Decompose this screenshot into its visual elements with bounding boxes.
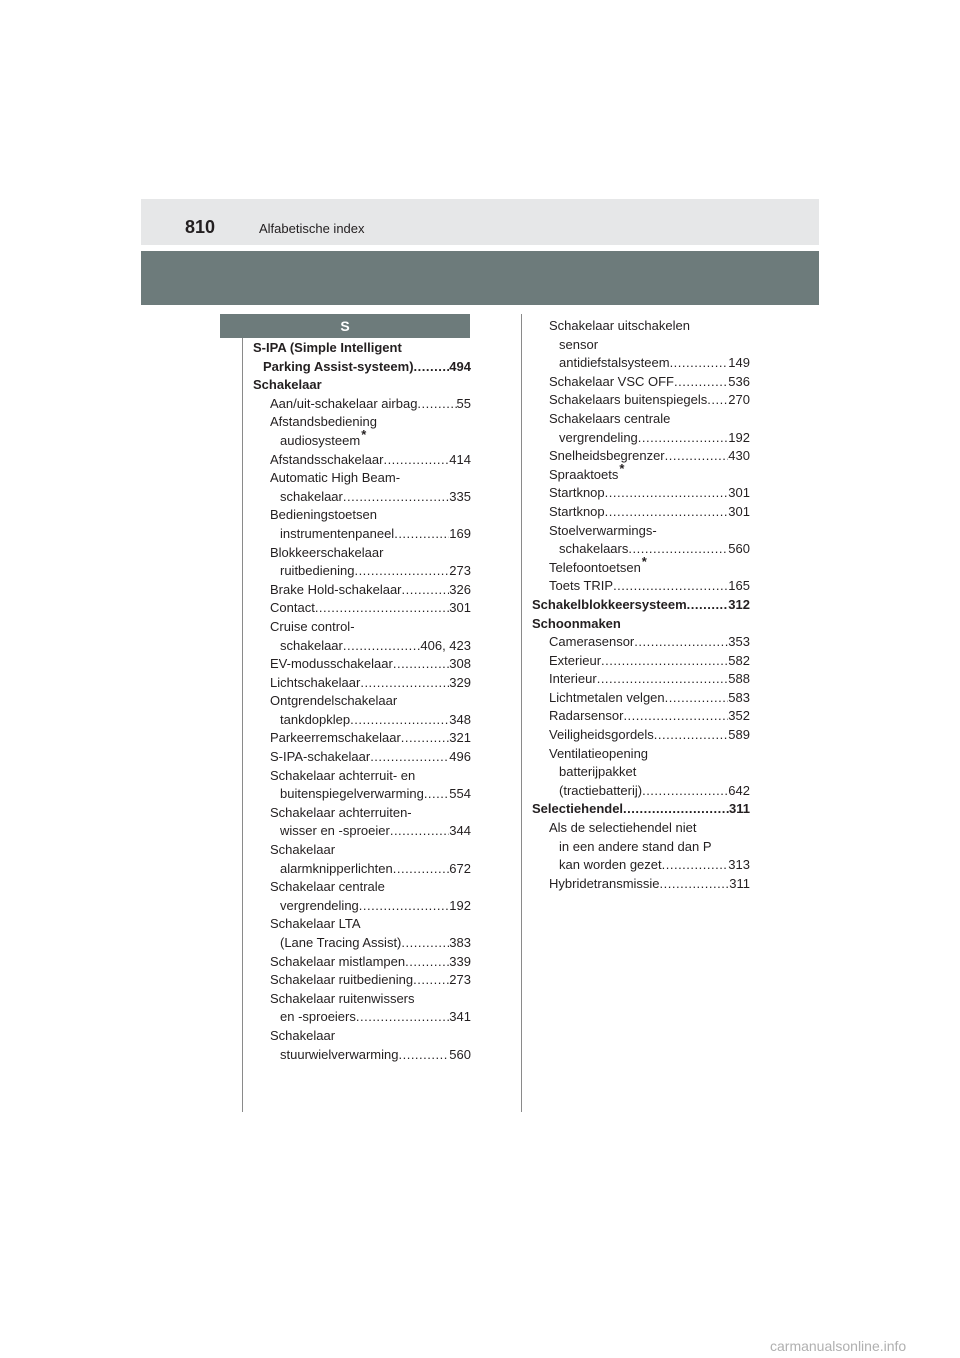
page-reference: 312 — [728, 596, 750, 612]
page-reference: 672 — [449, 860, 471, 876]
index-entry — [253, 599, 471, 618]
entry-text: Cruise control- — [270, 618, 355, 634]
entry-text: audiosysteem — [280, 432, 361, 448]
dot-leader — [413, 971, 449, 990]
entry-text: Parking Assist-systeem) — [263, 358, 414, 374]
dot-leader — [354, 562, 449, 581]
index-entry — [253, 395, 471, 414]
entry-text: Schakelaar — [270, 1027, 336, 1043]
entry-text: Schoonmaken — [532, 615, 621, 631]
dot-leader — [393, 655, 449, 674]
header-bar — [141, 199, 819, 245]
page-reference: 344 — [449, 823, 471, 839]
entry-text: Telefoontoetsen — [549, 559, 641, 575]
dot-leader — [605, 503, 729, 522]
dot-leader — [370, 748, 449, 767]
entry-text: Lichtmetalen velgen — [549, 689, 665, 705]
index-entry — [532, 317, 750, 373]
entry-text: schakelaars — [559, 541, 629, 557]
index-entry — [253, 767, 471, 804]
index-entry — [532, 652, 750, 671]
index-entry — [532, 484, 750, 503]
index-entry — [253, 376, 471, 395]
page-reference: 383 — [449, 935, 471, 950]
page-reference: 352 — [728, 708, 750, 724]
index-column-left — [253, 339, 471, 1064]
entry-text: vergrendeling — [280, 897, 359, 913]
entry-text: Brake Hold-schakelaar — [270, 581, 402, 597]
dot-leader — [350, 711, 449, 730]
index-entry — [253, 878, 471, 915]
page-reference: 270 — [728, 392, 750, 408]
entry-text: Afstandsbediening — [270, 414, 377, 430]
dot-leader — [401, 729, 450, 748]
page-reference: 308 — [449, 656, 471, 672]
index-entry — [253, 1027, 471, 1064]
dot-leader — [417, 395, 456, 414]
entry-text: vergrendeling — [559, 429, 638, 445]
dot-leader — [394, 525, 449, 544]
section-letter: S — [220, 314, 470, 338]
page-reference: 588 — [728, 671, 750, 687]
entry-text: kan worden gezet — [559, 857, 662, 873]
entry-text: schakelaar — [280, 637, 343, 653]
dot-leader — [662, 856, 729, 875]
page-reference: 311 — [729, 801, 750, 817]
page-title: Alfabetische index — [259, 221, 365, 236]
page-reference: 192 — [728, 429, 750, 445]
entry-text: en -sproeiers — [280, 1009, 356, 1025]
entry-text: Aan/uit-schakelaar airbag — [270, 395, 418, 411]
index-entry — [253, 748, 471, 767]
index-entry — [532, 410, 750, 447]
page-reference: 560 — [449, 1046, 471, 1062]
entry-text: Schakelaar centrale — [270, 879, 385, 895]
entry-text: in een andere stand dan P — [559, 838, 712, 854]
entry-text: Interieur — [549, 671, 597, 687]
entry-text: Snelheidsbegrenzer — [549, 448, 665, 464]
index-entry — [532, 726, 750, 745]
index-entry — [532, 670, 750, 689]
page-reference: 642 — [728, 782, 750, 798]
page-reference: 55 — [456, 395, 471, 411]
index-entry — [253, 451, 471, 470]
index-entry — [532, 503, 750, 522]
dot-leader — [356, 1008, 449, 1027]
dot-leader — [424, 785, 449, 804]
index-entry — [532, 800, 750, 819]
entry-text: S-IPA (Simple Intelligent — [253, 340, 402, 355]
page-reference: 301 — [449, 600, 471, 616]
index-entry — [253, 544, 471, 581]
index-entry — [253, 618, 471, 655]
page-number: 810 — [185, 217, 216, 237]
dot-leader — [654, 726, 729, 745]
dot-leader — [405, 953, 449, 972]
page-reference: 335 — [449, 488, 471, 504]
entry-text: Schakelaar VSC OFF — [549, 373, 674, 389]
dot-leader — [660, 875, 730, 894]
entry-text: batterijpakket — [559, 764, 637, 780]
index-entry — [532, 460, 750, 485]
dot-leader — [414, 358, 450, 377]
dot-leader — [623, 800, 729, 819]
page-reference: 341 — [449, 1009, 471, 1025]
dot-leader — [623, 707, 728, 726]
page-reference: 339 — [449, 953, 471, 969]
entry-text: Toets TRIP — [549, 578, 614, 594]
entry-text: Stoelverwarmings- — [549, 522, 657, 538]
index-entry — [532, 447, 750, 466]
index-entry — [253, 413, 471, 450]
entry-text: Schakelaar mistlampen — [270, 953, 406, 969]
index-entry — [253, 804, 471, 841]
dot-leader — [597, 670, 729, 689]
dot-leader — [402, 581, 450, 600]
entry-text: Lichtschakelaar — [270, 674, 361, 690]
page-reference: 149 — [728, 355, 750, 371]
asterisk-icon: * — [361, 426, 367, 442]
entry-text: Exterieur — [549, 652, 602, 668]
entry-text: (Lane Tracing Assist) — [280, 935, 402, 950]
page-reference: 169 — [449, 525, 471, 541]
dot-leader — [393, 860, 450, 879]
dot-leader — [359, 897, 450, 916]
entry-text: Schakelaar — [253, 377, 322, 393]
entry-text: Veiligheidsgordels — [549, 727, 654, 743]
page-reference: 353 — [728, 634, 750, 650]
dot-leader — [601, 652, 728, 671]
dot-leader — [605, 484, 729, 503]
page-reference: 583 — [728, 689, 750, 705]
entry-text: Automatic High Beam- — [270, 470, 401, 486]
entry-text: EV-modusschakelaar — [270, 656, 393, 672]
index-entry — [253, 506, 471, 543]
watermark: carmanualsonline.info — [770, 1338, 907, 1354]
entry-text: Startknop — [549, 503, 605, 519]
dot-leader — [642, 782, 728, 801]
entry-text: Ventilatieopening — [549, 745, 649, 761]
index-entry — [532, 577, 750, 596]
index-entry — [532, 689, 750, 708]
center-rule — [521, 314, 522, 1112]
dot-leader — [634, 633, 728, 652]
dot-leader — [383, 451, 449, 470]
entry-text: ruitbediening — [280, 563, 355, 579]
header-band — [141, 251, 819, 305]
page-reference: 313 — [728, 857, 750, 873]
page-reference: 348 — [449, 711, 471, 727]
index-entry — [532, 819, 750, 875]
entry-text: Spraaktoets — [549, 466, 619, 482]
entry-text: alarmknipperlichten — [280, 860, 393, 876]
asterisk-icon: * — [641, 553, 647, 569]
entry-text: Radarsensor — [549, 708, 624, 724]
index-entry — [253, 655, 471, 674]
entry-text: Schakelaar uitschakelen — [549, 318, 690, 333]
entry-text: wisser en -sproeier — [280, 823, 390, 839]
page-reference: 536 — [728, 373, 750, 389]
entry-text: (tractiebatterij) — [559, 782, 643, 798]
page-reference: 406, 423 — [420, 637, 471, 653]
dot-leader — [707, 391, 728, 410]
entry-text: buitenspiegelverwarming — [280, 786, 424, 802]
index-entry — [532, 633, 750, 652]
index-entry — [532, 391, 750, 410]
index-entry — [253, 953, 471, 972]
page-reference: 494 — [449, 358, 471, 374]
page-reference: 165 — [728, 578, 750, 594]
page-reference: 311 — [729, 875, 750, 891]
index-entry — [253, 729, 471, 748]
dot-leader — [638, 429, 729, 448]
page-reference: 301 — [728, 485, 750, 501]
entry-text: Schakelaars buitenspiegels — [549, 392, 708, 408]
entry-text: sensor — [559, 336, 599, 352]
index-entry — [253, 915, 471, 952]
entry-text: Blokkeerschakelaar — [270, 544, 384, 560]
dot-leader — [665, 447, 729, 466]
index-entry — [253, 971, 471, 990]
dot-leader — [665, 689, 729, 708]
page-reference: 582 — [728, 652, 750, 668]
dot-leader — [398, 1046, 449, 1065]
entry-text: Schakelaar — [270, 842, 336, 858]
page-reference: 554 — [449, 786, 471, 802]
page-reference: 589 — [728, 727, 750, 743]
dot-leader — [674, 373, 728, 392]
index-entry — [253, 581, 471, 600]
entry-text: Schakelblokkeersysteem — [532, 596, 687, 612]
entry-text: Bedieningstoetsen — [270, 507, 377, 523]
dot-leader — [360, 674, 449, 693]
entry-text: Parkeerremschakelaar — [270, 730, 401, 746]
entry-text: Startknop — [549, 485, 605, 501]
entry-text: tankdopklep — [280, 711, 351, 727]
entry-text: Schakelaar achterruit- en — [270, 767, 416, 783]
page-reference: 301 — [728, 503, 750, 519]
index-entry — [253, 841, 471, 878]
page-reference: 414 — [449, 451, 471, 467]
entry-text: Ontgrendelschakelaar — [270, 693, 398, 709]
index-entry — [253, 339, 471, 376]
entry-text: Schakelaar ruitenwissers — [270, 990, 415, 1006]
dot-leader — [315, 599, 449, 618]
entry-text: Schakelaar LTA — [270, 916, 361, 932]
entry-text: Hybridetransmissie — [549, 875, 660, 891]
entry-text: Afstandsschakelaar — [270, 451, 384, 467]
entry-text: S-IPA-schakelaar — [270, 749, 371, 765]
page-reference: 273 — [449, 563, 471, 579]
index-entry — [532, 553, 750, 578]
dot-leader — [670, 354, 729, 373]
dot-leader — [401, 934, 449, 953]
entry-text: Schakelaar achterruiten- — [270, 804, 412, 820]
index-entry — [532, 745, 750, 801]
page-reference: 496 — [449, 749, 471, 765]
entry-text: Selectiehendel — [532, 801, 624, 817]
index-entry — [532, 522, 750, 559]
entry-text: Schakelaars centrale — [549, 410, 671, 426]
page-reference: 329 — [449, 674, 471, 690]
index-entry — [253, 990, 471, 1027]
entry-text: Camerasensor — [549, 634, 635, 650]
index-entry — [532, 596, 750, 615]
entry-text: schakelaar — [280, 488, 343, 504]
index-entry — [532, 615, 750, 634]
dot-leader — [687, 596, 729, 615]
page-reference: 321 — [449, 730, 471, 746]
entry-text: antidiefstalsysteem — [559, 355, 670, 371]
entry-text: instrumentenpaneel — [280, 525, 395, 541]
entry-text: Schakelaar ruitbediening — [270, 972, 414, 988]
dot-leader — [390, 822, 449, 841]
index-entry — [532, 373, 750, 392]
page-reference: 192 — [449, 897, 471, 913]
index-entry — [532, 707, 750, 726]
dot-leader — [343, 488, 449, 507]
index-entry — [253, 692, 471, 729]
index-entry — [532, 875, 750, 894]
left-rule — [242, 314, 243, 1112]
index-entry — [253, 674, 471, 693]
page-reference: 430 — [728, 448, 750, 464]
entry-text: Contact — [270, 600, 315, 616]
page-reference: 326 — [449, 581, 471, 597]
index-column-right — [532, 317, 750, 893]
entry-text: Als de selectiehendel niet — [549, 820, 697, 836]
dot-leader — [613, 577, 728, 596]
dot-leader — [343, 637, 421, 656]
entry-text: stuurwielverwarming — [280, 1046, 399, 1062]
page-reference: 560 — [728, 541, 750, 557]
page-reference: 273 — [449, 972, 471, 988]
index-entry — [253, 469, 471, 506]
asterisk-icon: * — [619, 460, 625, 476]
